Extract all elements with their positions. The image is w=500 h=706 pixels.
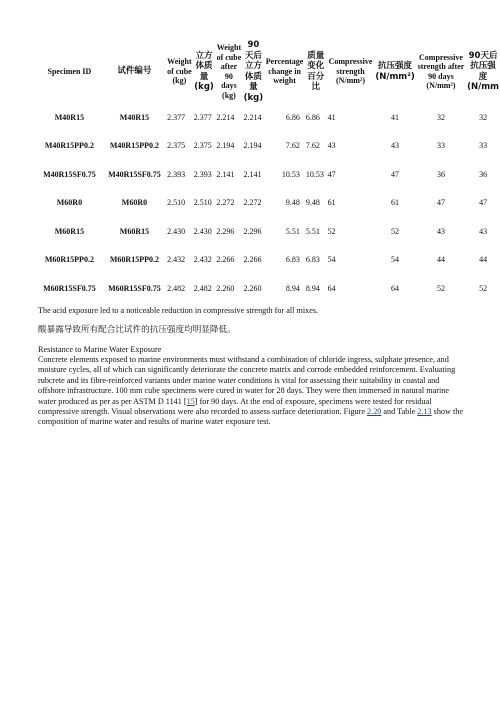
cell-compressive-after: 33 (436, 141, 445, 150)
cell-weight-after: 2.194 (216, 141, 235, 150)
header-compressive: Compressive strength (N/mm²) (328, 57, 373, 86)
header-pct-change: Percentage change in weight (265, 57, 304, 86)
cell-specimen-id: M60R0 (56, 198, 83, 207)
cell-weight-zh: 2.510 (193, 198, 212, 207)
cell-weight: 2.432 (167, 255, 186, 264)
cell-weight-after-zh: 2.296 (243, 226, 262, 236)
cell-weight-zh: 2.432 (193, 255, 212, 264)
cell-compressive-after-zh: 32 (479, 112, 488, 122)
cell-compressive-zh: 54 (391, 255, 400, 264)
cell-weight-after-zh: 2.272 (243, 198, 262, 207)
cell-pct-change-zh: 7.62 (305, 141, 320, 150)
cell-weight-after: 2.214 (216, 112, 235, 122)
cell-weight: 2.482 (167, 283, 186, 293)
header-weight-zh: 立方体质量(kg) (194, 50, 214, 92)
cell-specimen-id-zh: M60R15SF0.75 (108, 283, 161, 293)
cell-weight-after: 2.260 (216, 283, 235, 293)
cell-specimen-id-zh: M40R15SF0.75 (108, 169, 161, 179)
table-header-row (36, 40, 500, 103)
cell-specimen-id-zh: M60R0 (121, 198, 148, 207)
cell-compressive-after: 47 (436, 198, 445, 207)
cell-weight-zh: 2.393 (193, 169, 212, 179)
cell-pct-change-zh: 10.53 (305, 169, 324, 179)
cell-weight-after: 2.272 (216, 198, 235, 207)
cell-specimen-id-zh: M40R15PP0.2 (109, 141, 159, 150)
cell-weight-after: 2.141 (216, 169, 235, 179)
para-text-1: Concrete elements exposed to marine environments must withstand a combination of chloride ingress, sulphate presence, and moisture cycles, all of which can significantly deteriorate the concrete matrix and corrode embedded reinforcement. Evaluating rubcrete and its fibre-reinforced variants under marine water conditions is vital for assessing their suitability in coastal and offshore infrastructure. 100 mm cube specimens were cured in water for 28 days. They were then immersed in natural marine water produced as per as per ASTM D 1141 [ (38, 355, 456, 406)
cell-pct-change-zh: 5.51 (305, 226, 320, 236)
section-heading: Resistance to Marine Water Exposure (38, 345, 162, 354)
cell-compressive: 54 (327, 255, 336, 264)
header-compressive-after: Compressive strength after 90 days (N/mm²) (417, 52, 465, 90)
cell-compressive-after: 52 (436, 283, 445, 293)
cell-weight-after-zh: 2.194 (243, 141, 262, 150)
cell-pct-change: 9.48 (285, 198, 300, 207)
cell-specimen-id: M40R15 (54, 112, 85, 122)
para-text-3: and Table (381, 407, 418, 417)
cell-compressive: 41 (327, 112, 336, 122)
cell-pct-change: 7.62 (285, 141, 300, 150)
cell-weight: 2.510 (167, 198, 186, 207)
cell-specimen-id-zh: M60R15 (119, 226, 150, 236)
cell-compressive-after-zh: 47 (479, 198, 488, 207)
header-weight-after-zh: 90天后立方体质量(kg) (243, 40, 264, 103)
cell-weight-zh: 2.375 (193, 141, 212, 150)
figure-link-2-20[interactable]: 2.20 (367, 407, 382, 417)
cell-pct-change-zh: 8.94 (305, 283, 320, 293)
cell-compressive-after: 44 (436, 255, 445, 264)
cell-compressive-after-zh: 52 (479, 283, 488, 293)
cell-weight-after-zh: 2.260 (243, 283, 262, 293)
cell-compressive-zh: 43 (391, 141, 400, 150)
cell-compressive-after: 43 (436, 226, 445, 236)
header-weight-after: Weight of cube after 90 days (kg) (216, 43, 242, 100)
cell-specimen-id: M60R15 (54, 226, 85, 236)
reference-link-15[interactable]: 15 (186, 396, 195, 406)
cell-weight: 2.393 (167, 169, 186, 179)
cell-weight-zh: 2.430 (193, 226, 212, 236)
cell-weight: 2.430 (167, 226, 186, 236)
cell-weight: 2.375 (167, 141, 186, 150)
table-body (36, 103, 500, 303)
cell-compressive-zh: 61 (391, 198, 400, 207)
cell-pct-change: 6.83 (285, 255, 300, 264)
header-specimen-id-zh: 试件编号 (117, 66, 152, 77)
cell-specimen-id: M40R15PP0.2 (44, 141, 94, 150)
table-row (36, 189, 500, 218)
header-compressive-zh: 抗压强度(N/mm²) (375, 61, 415, 82)
acid-note: The acid exposure led to a noticeable reduction in compressive strength for all mixes. (38, 306, 319, 315)
cell-compressive-zh: 52 (391, 226, 400, 236)
cell-compressive: 52 (327, 226, 336, 236)
cell-compressive-zh: 64 (391, 283, 400, 293)
table-row (36, 274, 500, 303)
cell-weight-after: 2.266 (216, 255, 235, 264)
para-text-2: ] for 90 days. At the end of exposure, specimens were tested for residual compressive strength. Visual observations were also recorded to assess surface deterioration. Figure (38, 396, 432, 417)
cell-compressive-after: 32 (436, 112, 445, 122)
cell-compressive-zh: 41 (391, 112, 400, 122)
cell-compressive: 47 (327, 169, 336, 179)
cell-specimen-id: M60R15SF0.75 (43, 283, 96, 293)
header-weight: Weight of cube (kg) (167, 57, 192, 86)
table-row (36, 160, 500, 189)
cell-pct-change: 8.94 (285, 283, 300, 293)
cell-specimen-id: M40R15SF0.75 (43, 169, 96, 179)
para-text-4: show the composition of marine water and results of marine water exposure test. (38, 407, 463, 427)
cell-compressive: 64 (327, 283, 336, 293)
table-row (36, 246, 500, 275)
cell-compressive-after: 36 (436, 169, 445, 179)
cell-pct-change-zh: 6.83 (305, 255, 320, 264)
cell-weight-after: 2.296 (216, 226, 235, 236)
cell-weight-after-zh: 2.214 (243, 112, 262, 122)
marine-paragraph (38, 355, 468, 428)
cell-specimen-id-zh: M40R15 (119, 112, 150, 122)
cell-pct-change-zh: 9.48 (305, 198, 320, 207)
cell-compressive-after-zh: 36 (479, 169, 488, 179)
cell-pct-change-zh: 6.86 (305, 112, 320, 122)
header-pct-change-zh: 质量变化百分比 (307, 50, 325, 92)
cell-weight: 2.377 (167, 112, 186, 122)
results-table (36, 40, 500, 303)
cell-weight-zh: 2.377 (193, 112, 212, 122)
cell-compressive: 61 (327, 198, 336, 207)
cell-pct-change: 6.86 (285, 112, 300, 122)
acid-note-zh: 酸暴露导致所有配合比试件的抗压强度均明显降低。 (38, 325, 236, 335)
cell-weight-after-zh: 2.141 (243, 169, 262, 179)
header-specimen-id: Specimen ID (47, 66, 92, 76)
cell-compressive-after-zh: 33 (479, 141, 488, 150)
cell-compressive-after-zh: 44 (479, 255, 488, 264)
cell-specimen-id: M60R15PP0.2 (44, 255, 94, 264)
header-compressive-after-zh: 90天后抗压强度(N/mm (467, 50, 499, 92)
cell-compressive: 43 (327, 141, 336, 150)
cell-pct-change: 5.51 (285, 226, 300, 236)
table-row (36, 132, 500, 161)
cell-compressive-zh: 47 (391, 169, 400, 179)
table-link-2-13[interactable]: 2.13 (417, 407, 432, 417)
table-row (36, 103, 500, 132)
cell-weight-after-zh: 2.266 (243, 255, 262, 264)
cell-weight-zh: 2.482 (193, 283, 212, 293)
cell-pct-change: 10.53 (281, 169, 300, 179)
table-row (36, 217, 500, 246)
cell-compressive-after-zh: 43 (479, 226, 488, 236)
cell-specimen-id-zh: M60R15PP0.2 (109, 255, 159, 264)
